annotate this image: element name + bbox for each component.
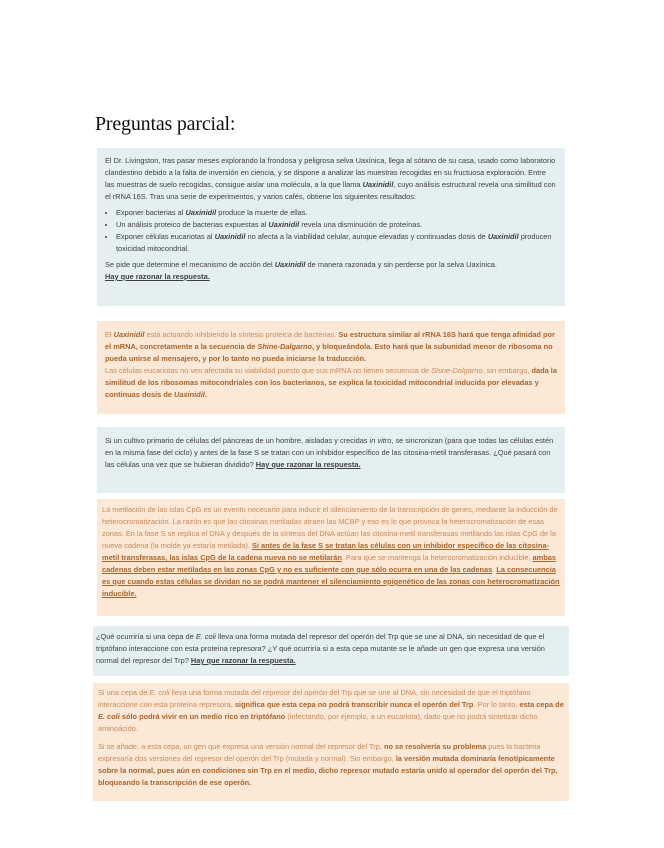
answer-3-paragraph-2: Si se añade, a esta cepa, un gen que expresa una versión normal del represor del Trp, no se resolvería su problema pues la bacteria expresaría dos versiones del represor del operón del Trp (mutada y normal). Sin embargo, la versión mutada dominaría fenotípicamente sobre la normal, pues aún en condiciones sin Trp en el medio, dicho represor mutado estaría unido al operador del operón del Trp, bloqueando la transcripción de ese operón.	[98, 742, 558, 787]
answer-1-paragraph-2: Las células eucariotas no ven afectada su viabilidad puesto que sus mRNA no tienen secuencia de Shine-Dalgarno, sin embargo, dada la similitud de los ribosomas mitocondriales con los bacterianos, se explica la toxicidad mitocondrial inducida por elevadas y continuas dosis de Uaxinidil.	[105, 366, 557, 399]
answer-3	[93, 683, 569, 801]
list-item: • Un análisis proteico de bacterias expuestas al Uaxinidil revela una disminución de proteínas.	[116, 219, 557, 231]
page-title: Preguntas parcial:	[95, 113, 236, 135]
question-1-intro: El Dr. Livingston, tras pasar meses explorando la frondosa y peligrosa selva Uaxínica, llega al sótano de su casa, usado como laboratorio clandestino debido a la falta de inversión en ciencia, y se dispone a analizar las muestras recogidas en su fructuosa exploración. Entre las muestras de suelo recogidas, consigue aislar una molécula, a la que llama Uaxinidil, cuyo análisis estructural revela una similitud con el rRNA 16S. Tras una serie de experimentos, y varios cafés, obtiene los siguientes resultados:	[105, 156, 556, 201]
answer-1	[97, 321, 565, 414]
question-2	[97, 427, 565, 493]
answer-2-paragraph: La metilación de las islas CpG es un evento necesario para inducir el silenciamiento de la transcripción de genes, mediante la inducción de heterocromatización. La razón es que las citosinas metiladas atraen las MCBP y eso es lo que provoca la heterocromatización de esas zonas. En la fase S se replica el DNA y después de la síntesis del DNA actúan las citosina-metil transferasas metilando las islas CpG de la nueva cadena (la molde ya estaría metilada). Si antes de la fase S se tratan las células con un inhibidor específico de las citosina-metil transferasas, las islas CpG de la cadena nueva no se metilarán. Para que se mantenga la heterocromatización inducible, ambas cadenas deben estar metiladas en las zonas CpG y no es suficiente con que sólo ocurra en una de las cadenas. La consecuencia es que cuando estas células se dividan no se podrá mantener el silenciamiento epigenético de las zonas con heterocromatización inducible.	[102, 505, 560, 598]
results-list	[105, 207, 557, 255]
reason-note: Hay que razonar la respuesta.	[105, 272, 210, 281]
question-1	[97, 148, 565, 306]
list-item: • Exponer bacterias al Uaxinidil produce la muerte de ellas.	[116, 207, 557, 219]
list-item: • Exponer células eucariotas al Uaxinidil no afecta a la viabilidad celular, aunque elevadas y continuadas dosis de Uaxinidil producen toxicidad mitocondrial.	[116, 231, 557, 255]
answer-2	[97, 499, 565, 616]
question-2-text: Si un cultivo primario de células del páncreas de un hombre, aisladas y crecidas in vitro, se sincronizan (para que todas las células estén en la misma fase del ciclo) y antes de la fase S se tratan con un inhibidor específico de las citosina-metil transferasas. ¿Qué pasará con las células una vez que se hubieran dividido? Hay que razonar la respuesta.	[105, 436, 554, 469]
question-3-text: ¿Qué ocurriría si una cepa de E. coli lleva una forma mutada del represor del operón del Trp que se une al DNA, sin necesidad de que el triptófano interaccione con esta proteína represora? ¿Y qué ocurriría si a esta cepa mutante se le añade un gen que expresa una versión normal del represor del Trp? Hay que razonar la respuesta.	[96, 632, 545, 665]
answer-3-paragraph-1: Si una cepa de E. coli lleva una forma mutada del represor del operón del Trp que se une al DNA, sin necesidad de que el triptófano interaccione con esta proteína represora, significa que esta cepa no podrá transcribir nunca el operón del Trp. Por lo tanto, esta cepa de E. coli sólo podrá vivir en un medio rico en triptófano (infectando, por ejemplo, a un eucariota), dado que no podrá sintetizar dicho aminoácido.	[98, 688, 564, 733]
question-1-ask: Se pide que determine el mecanismo de acción del Uaxinidil de manera razonada y sin perderse por la selva Uaxínica.	[105, 260, 497, 269]
question-3	[93, 626, 569, 676]
answer-1-paragraph-1: El Uaxinidil está actuando inhibiendo la síntesis proteica de bacterias. Su estructura similar al rRNA 16S hará que tenga afinidad por el mRNA, concretamente a la secuencia de Shine-Dalgarno, y bloqueándola. Esto hará que la subunidad menor de ribosoma no pueda unirse al mensajero, y por lo tanto no pueda iniciarse la traducción.	[105, 330, 555, 363]
